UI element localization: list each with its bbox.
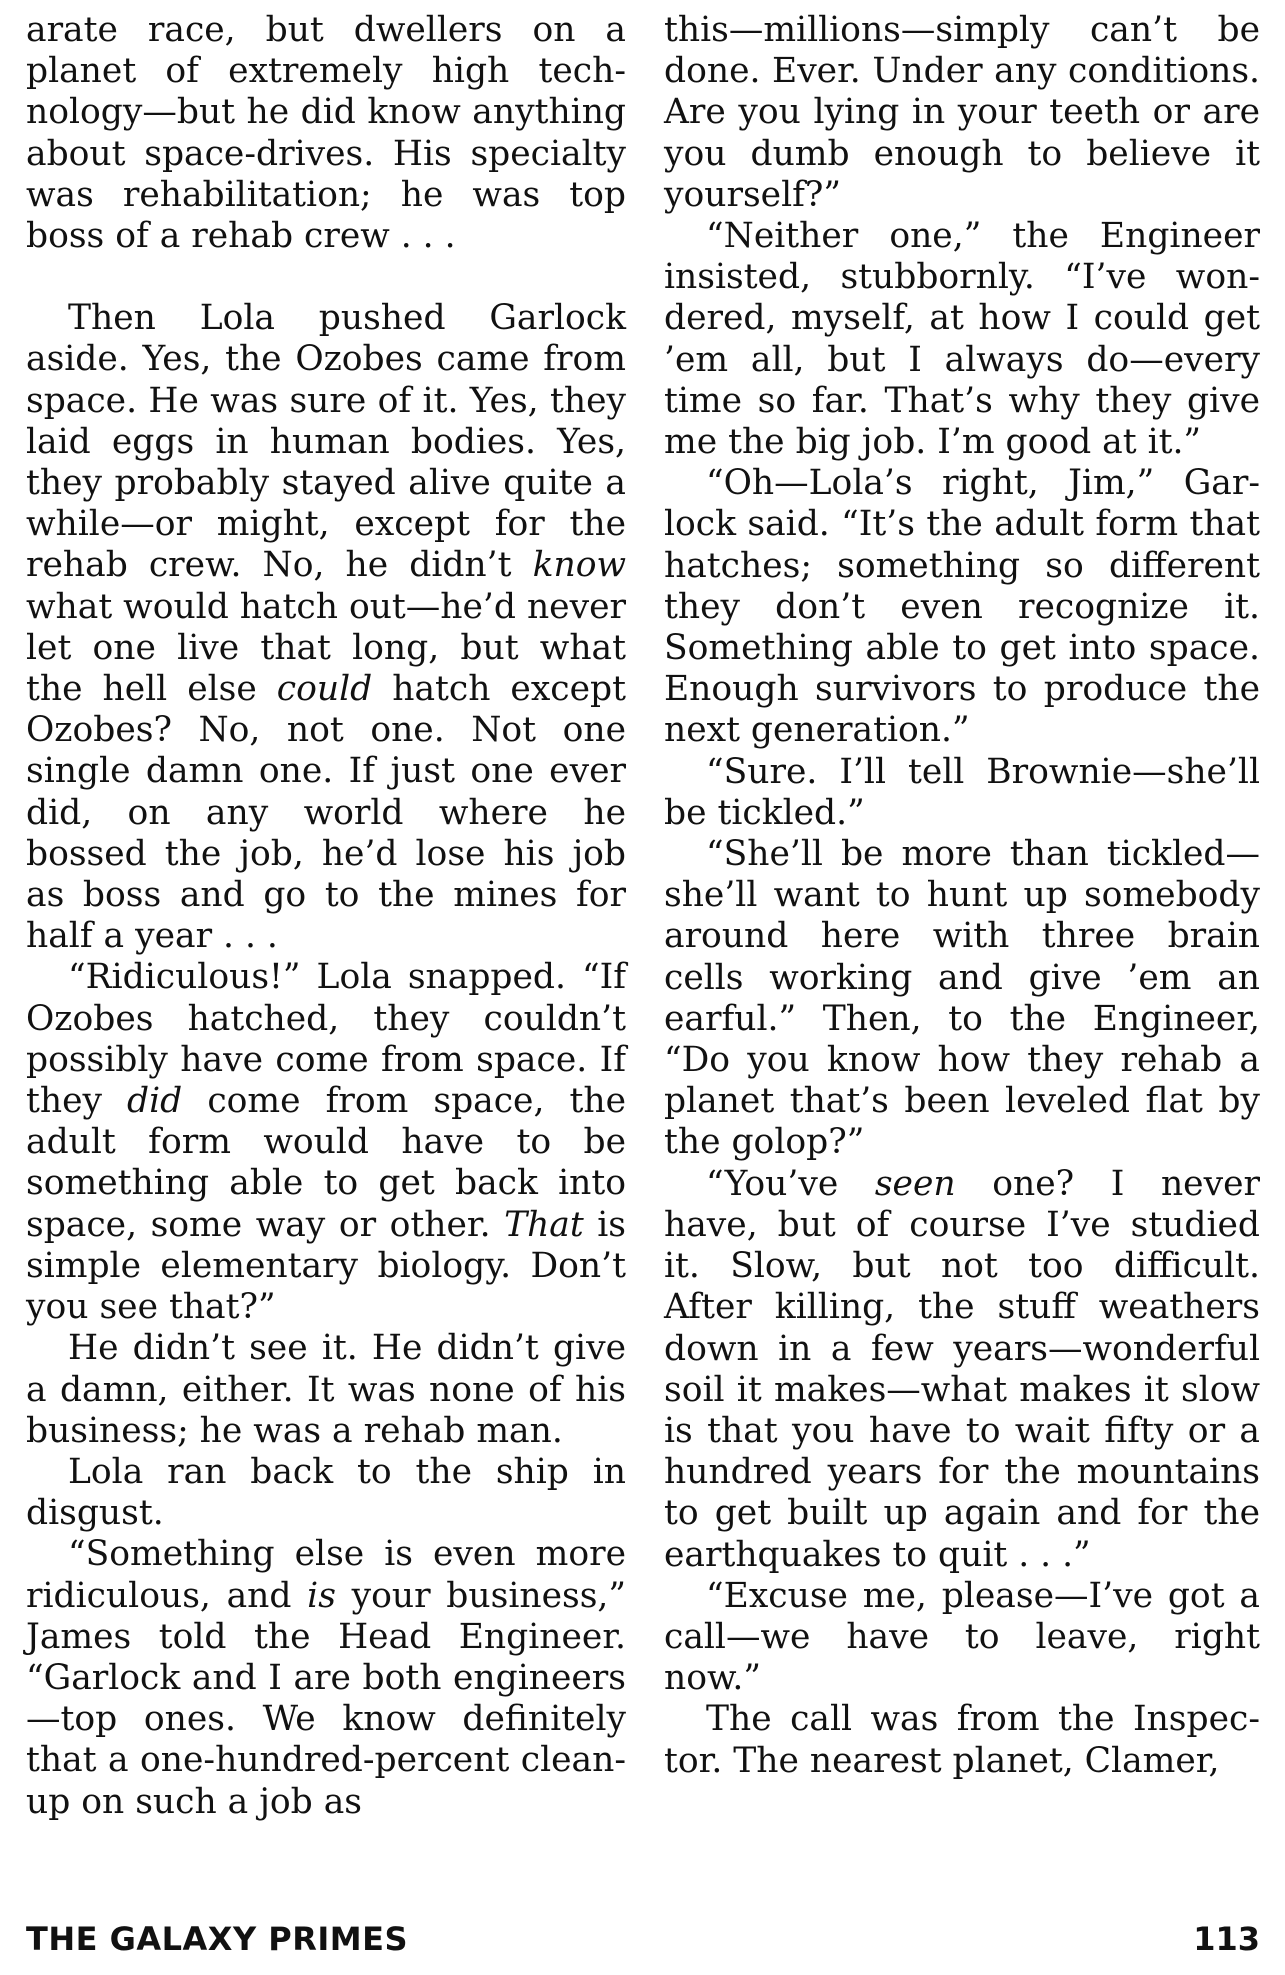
paragraph: Then Lola pushed Garlock aside. Yes, the Ozobes came from space. He was sure of it. Yes, they laid eggs in human bodies. Yes, they probably stayed alive quite a while—or might, except for the rehab crew. No, he didn’t know what would hatch out—he’d never let one live that long, but what the hell else could hatch except Ozobes? No, not one. Not one single damn one. If just one ever did, on any world where he bossed the job, he’d lose his job as boss and go to the mines for half a year . . . [26, 298, 626, 957]
paragraph: “Something else is even more ridiculous, and is your business,” James told the Head Engineer. “Garlock and I are both engineers—top ones. We know definitely that a one-hundred-percent clean-up on such a job as [26, 1534, 626, 1822]
emphasis: could [276, 669, 373, 710]
paragraph: “You’ve seen one? I never have, but of course I’ve studied it. Slow, but not too difficult. After killing, the stuff weathers down in a few years—wonderful soil it makes—what makes it slow is that you have to wait fifty or a hundred years for the mountains to get built up again and for the earthquakes to quit . . .” [664, 1163, 1260, 1575]
paragraph: arate race, but dwellers on a planet of extremely high technology—but he did know anything about space-drives. His specialty was rehabilitation; he was top boss of a rehab crew . . . [26, 10, 626, 257]
right-text-column [664, 10, 1260, 1782]
paragraph: “Ridiculous!” Lola snapped. “If Ozobes hatched, they couldn’t possibly have come from space. If they did come from space, the adult form would have to be something able to get back into space, some way or other. That is simple elementary biology. Don’t you see that?” [26, 957, 626, 1328]
emphasis: That [504, 1204, 584, 1245]
emphasis: did [127, 1081, 183, 1122]
paragraph: The call was from the Inspector. The nearest planet, Clamer, [664, 1699, 1260, 1781]
page-footer [26, 1920, 1260, 1964]
emphasis: know [532, 545, 626, 586]
emphasis: is [307, 1575, 336, 1616]
paragraph: “Excuse me, please—I’ve got a call—we have to leave, right now.” [664, 1575, 1260, 1699]
left-text-column [26, 10, 626, 1823]
paragraph: “Sure. I’ll tell Brownie—she’ll be tickled.” [664, 751, 1260, 833]
paragraph: “Oh—Lola’s right, Jim,” Garlock said. “It’s the adult form that hatches; something so different they don’t even recognize it. Something able to get into space. Enough survivors to produce the next generation.” [664, 463, 1260, 751]
paragraph: He didn’t see it. He didn’t give a damn, either. It was none of his business; he was a rehab man. [26, 1328, 626, 1451]
paragraph: “She’ll be more than tickled—she’ll want to hunt up somebody around here with three brain cells working and give ’em an earful.” Then, to the Engineer, “Do you know how they rehab a planet that’s been leveled flat by the golop?” [664, 834, 1260, 1163]
running-head: THE GALAXY PRIMES [26, 1920, 409, 1958]
emphasis: seen [874, 1163, 956, 1204]
paragraph: this—millions—simply can’t be done. Ever. Under any conditions. Are you lying in your teeth or are you dumb enough to believe it yourself?” [664, 10, 1260, 215]
page-number: 113 [1193, 1920, 1260, 1958]
paragraph: “Neither one,” the Engineer insisted, stubbornly. “I’ve wondered, myself, at how I could get ’em all, but I always do—every time so far. That’s why they give me the big job. I’m good at it.” [664, 216, 1260, 463]
paragraph: Lola ran back to the ship in disgust. [26, 1451, 626, 1534]
